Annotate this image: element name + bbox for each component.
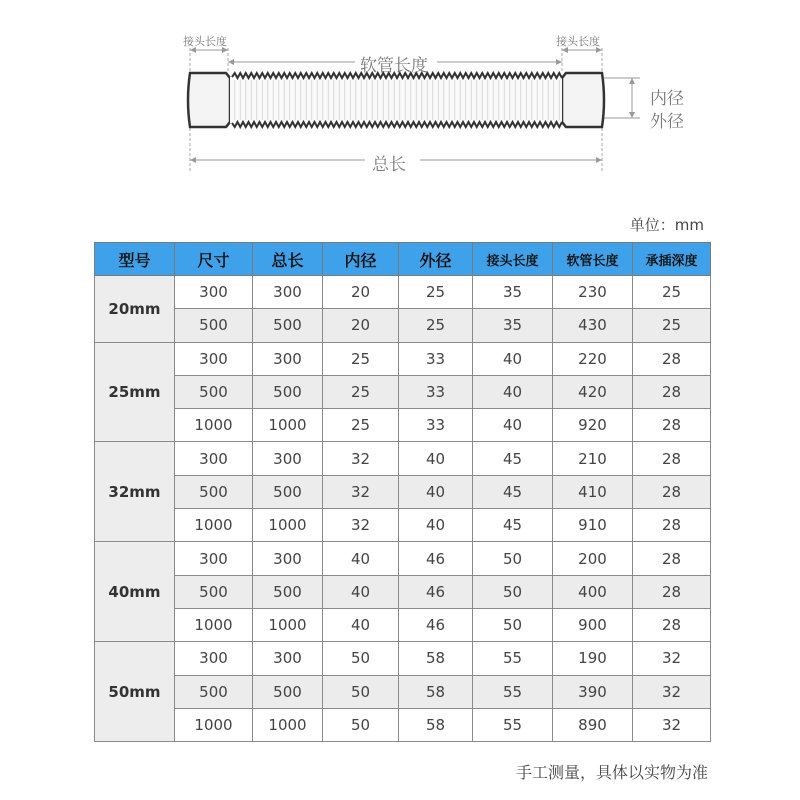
table-cell: 500 (253, 309, 323, 342)
table-cell: 32 (633, 675, 711, 708)
outer-diameter-label: 外径 (650, 112, 684, 132)
column-header: 尺寸 (175, 243, 253, 276)
table-cell: 500 (175, 575, 253, 608)
table-cell: 430 (553, 309, 633, 342)
table-cell: 55 (473, 708, 553, 741)
table-cell: 230 (553, 276, 633, 309)
inner-diameter-label: 内径 (650, 89, 684, 109)
table-cell: 210 (553, 442, 633, 475)
table-cell: 300 (253, 276, 323, 309)
table-cell: 25 (323, 342, 399, 375)
table-cell: 45 (473, 509, 553, 542)
table-cell: 50 (473, 542, 553, 575)
table-row (95, 608, 711, 641)
table-cell: 300 (253, 442, 323, 475)
table-row (95, 675, 711, 708)
table-cell: 25 (323, 375, 399, 408)
table-row (95, 575, 711, 608)
table-cell: 50 (473, 608, 553, 641)
table-cell: 400 (553, 575, 633, 608)
table-cell: 33 (399, 409, 473, 442)
table-cell: 46 (399, 542, 473, 575)
table-cell: 28 (633, 542, 711, 575)
table-cell: 300 (253, 342, 323, 375)
table-cell: 40 (399, 442, 473, 475)
table-cell: 40 (399, 509, 473, 542)
table-cell: 50 (473, 575, 553, 608)
table-cell: 25 (633, 309, 711, 342)
table-cell: 920 (553, 409, 633, 442)
table-cell: 1000 (175, 608, 253, 641)
table-cell: 45 (473, 442, 553, 475)
table-cell: 300 (175, 276, 253, 309)
hose-body (188, 73, 604, 127)
table-row (95, 509, 711, 542)
table-cell: 300 (175, 642, 253, 675)
table-cell: 55 (473, 675, 553, 708)
table-cell: 46 (399, 575, 473, 608)
table-cell: 500 (253, 675, 323, 708)
table-cell: 1000 (175, 409, 253, 442)
table-cell: 500 (253, 475, 323, 508)
table-cell: 300 (175, 442, 253, 475)
table-cell: 32 (323, 509, 399, 542)
table-cell: 35 (473, 309, 553, 342)
total-length-label: 总长 (372, 155, 406, 175)
table-cell: 28 (633, 608, 711, 641)
column-header: 接头长度 (473, 243, 553, 276)
table-cell: 32 (633, 708, 711, 741)
table-row (95, 542, 711, 575)
table-cell: 28 (633, 575, 711, 608)
table-cell: 1000 (253, 608, 323, 641)
table-row (95, 475, 711, 508)
table-cell: 910 (553, 509, 633, 542)
table-cell: 200 (553, 542, 633, 575)
table-cell: 1000 (253, 509, 323, 542)
column-header: 软管长度 (553, 243, 633, 276)
table-cell: 33 (399, 342, 473, 375)
table-body (95, 276, 711, 742)
table-cell: 50 (323, 708, 399, 741)
table-cell: 25 (633, 276, 711, 309)
table-cell: 40 (323, 608, 399, 641)
table-cell: 46 (399, 608, 473, 641)
table-cell: 300 (175, 342, 253, 375)
table-cell: 500 (253, 375, 323, 408)
table-cell: 28 (633, 342, 711, 375)
table-row (95, 442, 711, 475)
table-row (95, 276, 711, 309)
table-row (95, 342, 711, 375)
hose-bottom-edge (232, 122, 562, 127)
table-cell: 500 (175, 375, 253, 408)
table-cell: 500 (175, 309, 253, 342)
column-header: 内径 (323, 243, 399, 276)
table-cell: 300 (175, 542, 253, 575)
table-cell: 300 (253, 542, 323, 575)
table-cell: 32 (633, 642, 711, 675)
table-cell: 420 (553, 375, 633, 408)
model-cell: 50mm (95, 642, 175, 742)
table-cell: 1000 (175, 509, 253, 542)
table-cell: 25 (399, 309, 473, 342)
table-row (95, 642, 711, 675)
table-cell: 40 (323, 575, 399, 608)
table-cell: 390 (553, 675, 633, 708)
table-cell: 25 (323, 409, 399, 442)
model-cell: 20mm (95, 276, 175, 343)
table-cell: 25 (399, 276, 473, 309)
table-cell: 50 (323, 675, 399, 708)
table-cell: 40 (399, 475, 473, 508)
table-cell: 1000 (253, 708, 323, 741)
table-cell: 40 (473, 375, 553, 408)
table-cell: 890 (553, 708, 633, 741)
hose-diagram (0, 0, 800, 200)
table-cell: 35 (473, 276, 553, 309)
table-cell: 28 (633, 409, 711, 442)
model-cell: 25mm (95, 342, 175, 442)
table-row (95, 309, 711, 342)
spec-table (94, 242, 711, 742)
table-cell: 40 (323, 542, 399, 575)
unit-label: 单位：mm (629, 216, 704, 234)
table-cell: 58 (399, 675, 473, 708)
table-cell: 1000 (253, 409, 323, 442)
table-cell: 50 (323, 642, 399, 675)
table-cell: 900 (553, 608, 633, 641)
column-header: 承插深度 (633, 243, 711, 276)
table-cell: 190 (553, 642, 633, 675)
table-cell: 300 (253, 642, 323, 675)
table-cell: 32 (323, 442, 399, 475)
table-cell: 28 (633, 375, 711, 408)
table-cell: 410 (553, 475, 633, 508)
column-header: 外径 (399, 243, 473, 276)
table-cell: 32 (323, 475, 399, 508)
table-cell: 55 (473, 642, 553, 675)
table-cell: 220 (553, 342, 633, 375)
column-header: 总长 (253, 243, 323, 276)
table-cell: 500 (253, 575, 323, 608)
table-row (95, 375, 711, 408)
table-cell: 500 (175, 475, 253, 508)
table-row (95, 708, 711, 741)
table-cell: 20 (323, 276, 399, 309)
table-cell: 28 (633, 475, 711, 508)
table-cell: 58 (399, 642, 473, 675)
table-cell: 28 (633, 509, 711, 542)
table-row (95, 409, 711, 442)
footer-note: 手工测量，具体以实物为准 (515, 763, 708, 782)
table-cell: 500 (175, 675, 253, 708)
model-cell: 32mm (95, 442, 175, 542)
connector-length-left-label: 接头长度 (183, 35, 227, 48)
table-cell: 1000 (175, 708, 253, 741)
table-cell: 45 (473, 475, 553, 508)
table-cell: 20 (323, 309, 399, 342)
table-cell: 40 (473, 342, 553, 375)
table-cell: 40 (473, 409, 553, 442)
table-cell: 58 (399, 708, 473, 741)
model-cell: 40mm (95, 542, 175, 642)
connector-length-right-label: 接头长度 (556, 35, 600, 48)
column-header: 型号 (95, 243, 175, 276)
table-cell: 33 (399, 375, 473, 408)
table-header-row (95, 243, 711, 276)
table-cell: 28 (633, 442, 711, 475)
hose-length-label: 软管长度 (360, 56, 428, 76)
